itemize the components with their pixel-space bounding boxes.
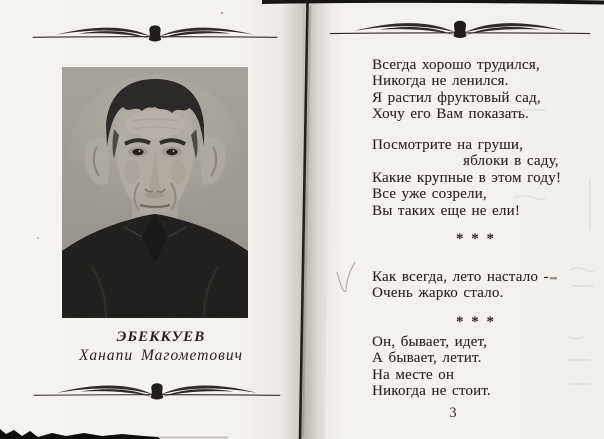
fleuron-ornament-icon xyxy=(28,377,286,407)
poem-line: Все уже созрели, xyxy=(372,186,487,203)
poem-line: Никогда не ленился. xyxy=(372,73,509,90)
poem-stanza xyxy=(372,57,580,123)
portrait-photo xyxy=(62,67,248,318)
photo-caption xyxy=(36,328,286,365)
poem-line: Вы таких еще не ели! xyxy=(372,202,521,219)
portrait-photo-image xyxy=(62,67,248,318)
right-page xyxy=(303,0,604,439)
poem-line: На месте он xyxy=(372,366,455,383)
fleuron-ornament-icon xyxy=(328,14,592,46)
poem-stanza xyxy=(372,137,580,219)
poem-line: Никогда не стоит. xyxy=(372,383,491,400)
poem-line: Какие крупные в этом году! xyxy=(372,169,562,186)
poem-line: Я растил фруктовый сад, xyxy=(372,89,541,106)
fleuron-ornament-icon xyxy=(31,19,279,49)
stanza-separator: * * * xyxy=(456,231,496,247)
poem-line: Хочу его Вам показать. xyxy=(372,106,529,123)
poem-line: Посмотрите на груши, xyxy=(372,137,524,153)
poem-stanza xyxy=(372,334,580,400)
poem-line: яблоки в саду, xyxy=(463,153,559,170)
poem-stanza xyxy=(372,269,580,302)
caption-name-patronymic: Ханапи Магометович xyxy=(78,347,244,364)
poem-line: Он, бывает, идет, xyxy=(372,334,488,350)
poem-line: Очень жарко стало. xyxy=(372,285,504,302)
poem-line: Всегда хорошо трудился, xyxy=(372,57,540,73)
poem-line: Как всегда, лето настало - xyxy=(372,269,549,285)
page-number: 3 xyxy=(449,405,457,421)
caption-surname: ЭБЕККУЕВ xyxy=(116,329,206,345)
stanza-separator: * * * xyxy=(456,314,496,330)
poem-line: А бывает, летит. xyxy=(372,350,482,367)
